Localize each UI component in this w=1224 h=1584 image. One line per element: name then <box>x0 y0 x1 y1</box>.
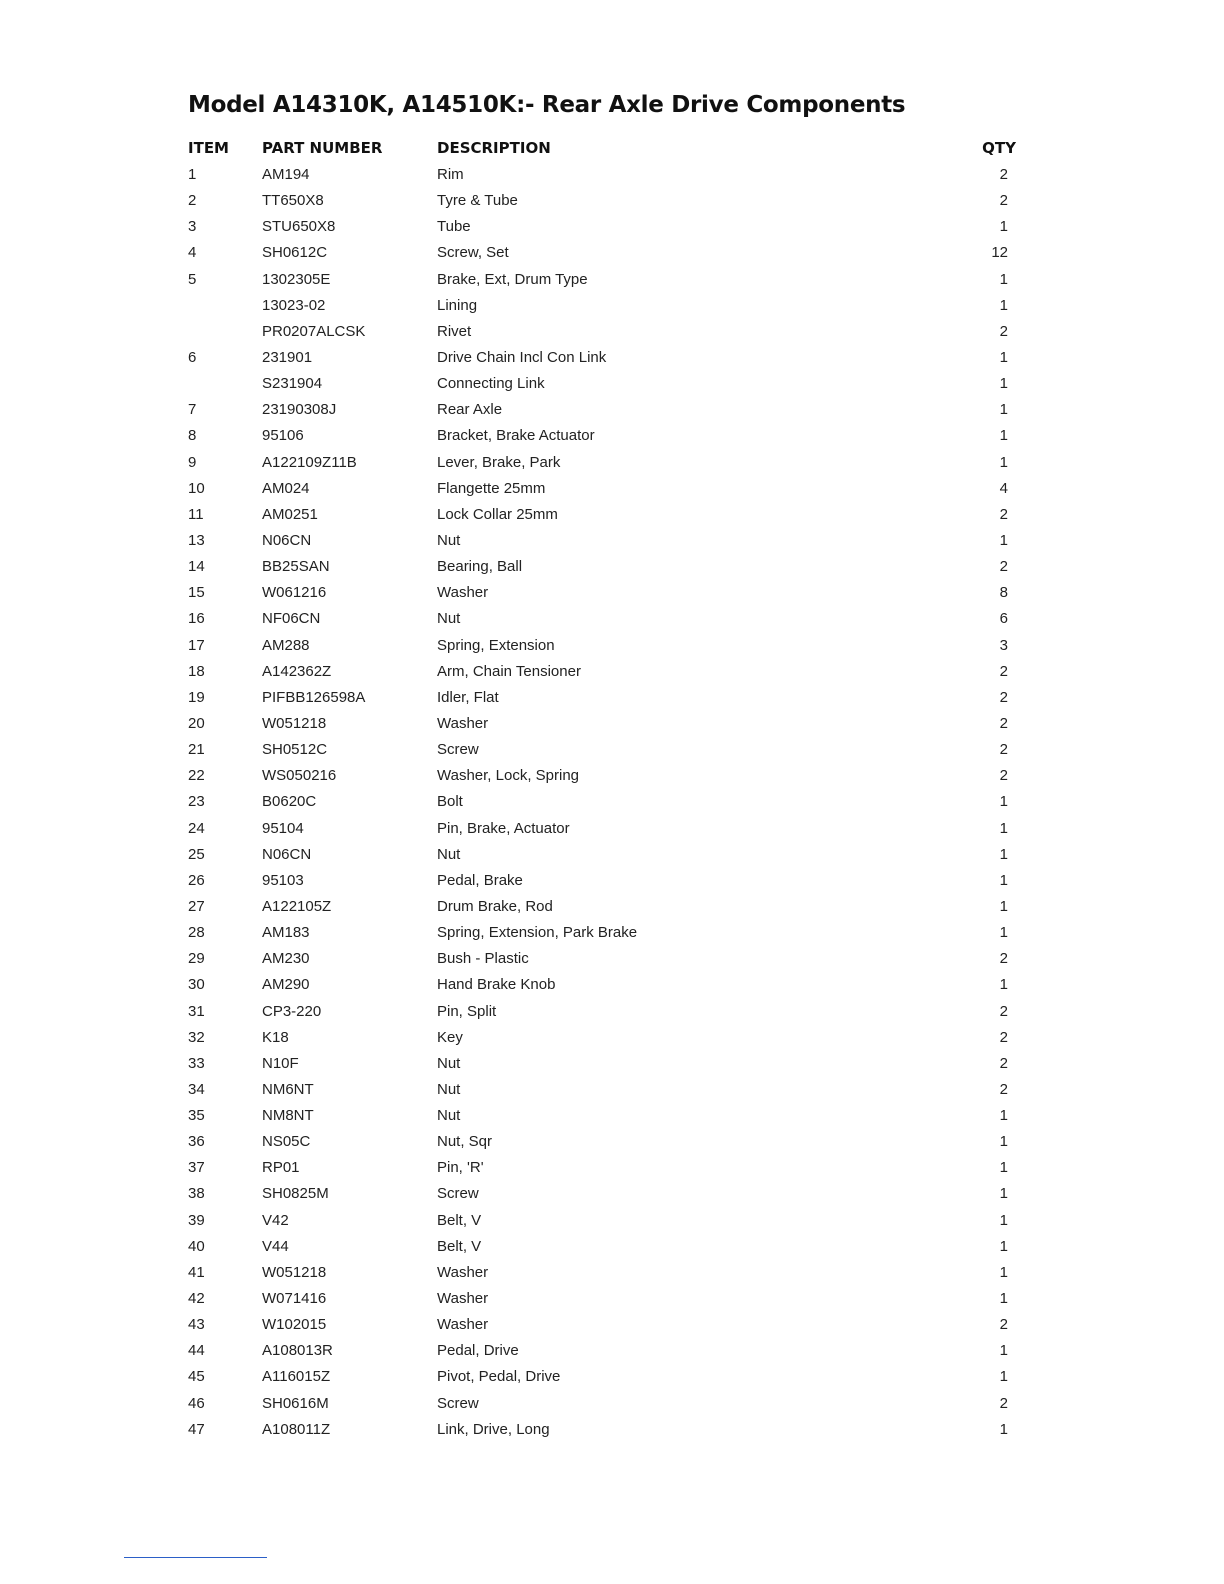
item-cell: 6 <box>188 348 197 366</box>
description-cell: Spring, Extension <box>437 636 555 654</box>
description-cell: Rear Axle <box>437 401 503 419</box>
qty-cell: 1 <box>999 348 1008 366</box>
description-cell: Bush - Plastic <box>437 950 529 968</box>
description-cell: Lock Collar 25mm <box>437 505 558 523</box>
table-row <box>0 737 1224 763</box>
part-number-cell: A108013R <box>262 1342 333 1360</box>
description-cell: Idler, Flat <box>437 688 499 706</box>
item-cell: 3 <box>188 218 197 236</box>
qty-cell: 1 <box>999 1290 1008 1308</box>
item-cell: 45 <box>188 1368 205 1386</box>
table-row <box>0 711 1224 737</box>
part-number-cell: A142362Z <box>262 662 332 680</box>
qty-cell: 2 <box>999 950 1008 968</box>
item-cell: 34 <box>188 1080 205 1098</box>
table-row <box>0 1286 1224 1312</box>
part-number-cell: BB25SAN <box>262 558 330 576</box>
part-number-cell: 95106 <box>262 427 304 445</box>
table-row <box>0 946 1224 972</box>
item-cell: 23 <box>188 793 205 811</box>
description-cell: Pin, 'R' <box>437 1159 484 1177</box>
table-row <box>0 972 1224 998</box>
qty-cell: 2 <box>999 166 1008 183</box>
description-cell: Nut <box>437 1107 461 1125</box>
item-cell: 13 <box>188 531 205 549</box>
part-number-cell: W051218 <box>262 1263 327 1281</box>
table-row <box>0 580 1224 606</box>
qty-cell: 1 <box>999 1185 1008 1203</box>
table-row <box>0 659 1224 685</box>
table-row <box>0 1260 1224 1286</box>
qty-cell: 1 <box>999 897 1008 915</box>
table-row <box>0 1234 1224 1260</box>
table-row <box>0 842 1224 868</box>
item-cell: 39 <box>188 1211 205 1229</box>
description-cell: Screw <box>437 1185 479 1203</box>
description-cell: Washer <box>437 714 489 732</box>
table-row <box>0 267 1224 293</box>
part-number-cell: 23190308J <box>262 401 337 419</box>
table-row <box>0 423 1224 449</box>
table-row <box>0 1129 1224 1155</box>
item-cell: 35 <box>188 1107 205 1125</box>
table-row <box>0 554 1224 580</box>
description-cell: Connecting Link <box>437 375 545 393</box>
qty-cell: 3 <box>999 636 1008 654</box>
description-cell: Nut <box>437 1080 461 1098</box>
table-row <box>0 1208 1224 1234</box>
qty-cell: 1 <box>999 793 1008 811</box>
parts-table <box>0 162 1224 1443</box>
description-cell: Tyre & Tube <box>437 192 518 210</box>
part-number-cell: V42 <box>262 1211 289 1229</box>
part-number-cell: CP3-220 <box>262 1002 322 1020</box>
table-row <box>0 1077 1224 1103</box>
table-row <box>0 1103 1224 1129</box>
item-cell: 5 <box>188 270 197 288</box>
header-item: ITEM <box>188 139 229 157</box>
table-row <box>0 450 1224 476</box>
qty-cell: 2 <box>999 1028 1008 1046</box>
description-cell: Pedal, Drive <box>437 1342 519 1360</box>
table-row <box>0 920 1224 946</box>
part-number-cell: PIFBB126598A <box>262 688 366 706</box>
part-number-cell: AM0251 <box>262 505 318 523</box>
part-number-cell: 1302305E <box>262 270 331 288</box>
item-cell: 19 <box>188 688 205 706</box>
qty-cell: 1 <box>999 1133 1008 1151</box>
qty-cell: 1 <box>999 871 1008 889</box>
table-row <box>0 345 1224 371</box>
item-cell: 31 <box>188 1002 205 1020</box>
description-cell: Rim <box>437 166 464 183</box>
table-row <box>0 162 1224 188</box>
part-number-cell: 231901 <box>262 348 313 366</box>
qty-cell: 2 <box>999 558 1008 576</box>
part-number-cell: W102015 <box>262 1316 327 1334</box>
item-cell: 30 <box>188 976 205 994</box>
part-number-cell: STU650X8 <box>262 218 336 236</box>
item-cell: 38 <box>188 1185 205 1203</box>
part-number-cell: W051218 <box>262 714 327 732</box>
description-cell: Drive Chain Incl Con Link <box>437 348 607 366</box>
qty-cell: 1 <box>999 1420 1008 1438</box>
qty-cell: 2 <box>999 662 1008 680</box>
item-cell: 40 <box>188 1237 205 1255</box>
item-cell: 11 <box>188 505 204 523</box>
table-row <box>0 528 1224 554</box>
qty-cell: 1 <box>999 270 1008 288</box>
description-cell: Belt, V <box>437 1211 482 1229</box>
table-row <box>0 868 1224 894</box>
description-cell: Washer <box>437 1263 489 1281</box>
header-description: DESCRIPTION <box>437 139 551 157</box>
item-cell: 37 <box>188 1159 205 1177</box>
qty-cell: 1 <box>999 1368 1008 1386</box>
qty-cell: 2 <box>999 1054 1008 1072</box>
table-row <box>0 1417 1224 1443</box>
description-cell: Lining <box>437 296 478 314</box>
table-row <box>0 763 1224 789</box>
description-cell: Drum Brake, Rod <box>437 897 553 915</box>
description-cell: Screw <box>437 1394 479 1412</box>
item-cell: 7 <box>188 401 197 419</box>
description-cell: Flangette 25mm <box>437 479 546 497</box>
table-row <box>0 685 1224 711</box>
table-row <box>0 1181 1224 1207</box>
qty-cell: 2 <box>999 1080 1008 1098</box>
part-number-cell: V44 <box>262 1237 289 1255</box>
qty-cell: 2 <box>999 322 1008 340</box>
qty-cell: 1 <box>999 427 1008 445</box>
qty-cell: 1 <box>999 819 1008 837</box>
description-cell: Tube <box>437 218 471 236</box>
qty-cell: 1 <box>999 531 1008 549</box>
part-number-cell: N06CN <box>262 531 312 549</box>
description-cell: Washer <box>437 1316 489 1334</box>
part-number-cell: AM230 <box>262 950 310 968</box>
item-cell: 16 <box>188 610 205 628</box>
part-number-cell: 13023-02 <box>262 296 326 314</box>
item-cell: 8 <box>188 427 197 445</box>
description-cell: Washer <box>437 584 489 602</box>
qty-cell: 2 <box>999 714 1008 732</box>
qty-cell: 2 <box>999 767 1008 785</box>
item-cell: 18 <box>188 662 205 680</box>
item-cell: 26 <box>188 871 205 889</box>
table-row <box>0 789 1224 815</box>
table-row <box>0 894 1224 920</box>
table-row <box>0 1391 1224 1417</box>
part-number-cell: AM290 <box>262 976 310 994</box>
header-part-number: PART NUMBER <box>262 139 383 157</box>
part-number-cell: AM183 <box>262 924 310 942</box>
qty-cell: 2 <box>999 505 1008 523</box>
part-number-cell: NF06CN <box>262 610 321 628</box>
part-number-cell: K18 <box>262 1028 289 1046</box>
qty-cell: 1 <box>999 1237 1008 1255</box>
description-cell: Belt, V <box>437 1237 482 1255</box>
description-cell: Hand Brake Knob <box>437 976 556 994</box>
item-cell: 9 <box>188 453 197 471</box>
part-number-cell: W061216 <box>262 584 327 602</box>
table-row <box>0 319 1224 345</box>
qty-cell: 1 <box>999 1263 1008 1281</box>
table-row <box>0 1338 1224 1364</box>
qty-cell: 2 <box>999 1316 1008 1334</box>
item-cell: 44 <box>188 1342 205 1360</box>
part-number-cell: S231904 <box>262 375 323 393</box>
part-number-cell: SH0612C <box>262 244 328 262</box>
item-cell: 46 <box>188 1394 205 1412</box>
table-row <box>0 1025 1224 1051</box>
item-cell: 32 <box>188 1028 205 1046</box>
qty-cell: 1 <box>999 375 1008 393</box>
description-cell: Screw <box>437 741 479 759</box>
item-cell: 36 <box>188 1133 205 1151</box>
part-number-cell: AM288 <box>262 636 310 654</box>
item-cell: 4 <box>188 244 197 262</box>
table-row <box>0 240 1224 266</box>
description-cell: Washer, Lock, Spring <box>437 767 580 785</box>
description-cell: Nut, Sqr <box>437 1133 493 1151</box>
description-cell: Pivot, Pedal, Drive <box>437 1368 561 1386</box>
description-cell: Brake, Ext, Drum Type <box>437 270 588 288</box>
header-qty: QTY <box>982 139 1016 157</box>
item-cell: 25 <box>188 845 205 863</box>
item-cell: 27 <box>188 897 205 915</box>
item-cell: 41 <box>188 1263 205 1281</box>
qty-cell: 1 <box>999 1211 1008 1229</box>
qty-cell: 1 <box>999 218 1008 236</box>
part-number-cell: B0620C <box>262 793 317 811</box>
qty-cell: 2 <box>999 688 1008 706</box>
qty-cell: 1 <box>999 401 1008 419</box>
table-row <box>0 188 1224 214</box>
description-cell: Arm, Chain Tensioner <box>437 662 581 680</box>
description-cell: Nut <box>437 845 461 863</box>
description-cell: Nut <box>437 610 461 628</box>
qty-cell: 4 <box>999 479 1008 497</box>
qty-cell: 1 <box>999 1342 1008 1360</box>
item-cell: 47 <box>188 1420 205 1438</box>
table-row <box>0 816 1224 842</box>
table-row <box>0 1155 1224 1181</box>
item-cell: 2 <box>188 192 197 210</box>
part-number-cell: A122109Z11B <box>262 453 357 471</box>
qty-cell: 2 <box>999 741 1008 759</box>
description-cell: Bolt <box>437 793 463 811</box>
qty-cell: 1 <box>999 453 1008 471</box>
qty-cell: 2 <box>999 192 1008 210</box>
part-number-cell: SH0512C <box>262 741 328 759</box>
qty-cell: 1 <box>999 976 1008 994</box>
table-row <box>0 502 1224 528</box>
qty-cell: 2 <box>999 1394 1008 1412</box>
item-cell: 20 <box>188 714 205 732</box>
qty-cell: 1 <box>999 1107 1008 1125</box>
qty-cell: 1 <box>999 845 1008 863</box>
part-number-cell: NM8NT <box>262 1107 314 1125</box>
part-number-cell: A122105Z <box>262 897 332 915</box>
table-row <box>0 397 1224 423</box>
description-cell: Link, Drive, Long <box>437 1420 550 1438</box>
description-cell: Bracket, Brake Actuator <box>437 427 595 445</box>
table-row <box>0 214 1224 240</box>
table-row <box>0 371 1224 397</box>
qty-cell: 6 <box>999 610 1008 628</box>
part-number-cell: RP01 <box>262 1159 300 1177</box>
item-cell: 1 <box>188 166 197 183</box>
description-cell: Pin, Brake, Actuator <box>437 819 570 837</box>
table-row <box>0 999 1224 1025</box>
item-cell: 33 <box>188 1054 205 1072</box>
part-number-cell: NM6NT <box>262 1080 314 1098</box>
part-number-cell: N10F <box>262 1054 299 1072</box>
table-row <box>0 606 1224 632</box>
part-number-cell: 95103 <box>262 871 304 889</box>
description-cell: Spring, Extension, Park Brake <box>437 924 638 942</box>
qty-cell: 1 <box>999 924 1008 942</box>
table-row <box>0 476 1224 502</box>
description-cell: Nut <box>437 1054 461 1072</box>
item-cell: 22 <box>188 767 205 785</box>
qty-cell: 8 <box>999 584 1008 602</box>
part-number-cell: 95104 <box>262 819 304 837</box>
description-cell: Pedal, Brake <box>437 871 523 889</box>
item-cell: 42 <box>188 1290 205 1308</box>
part-number-cell: SH0616M <box>262 1394 329 1412</box>
description-cell: Screw, Set <box>437 244 509 262</box>
item-cell: 14 <box>188 558 205 576</box>
qty-cell: 1 <box>999 1159 1008 1177</box>
part-number-cell: W071416 <box>262 1290 327 1308</box>
table-row <box>0 633 1224 659</box>
item-cell: 24 <box>188 819 205 837</box>
qty-cell: 2 <box>999 1002 1008 1020</box>
part-number-cell: A108011Z <box>262 1420 331 1438</box>
part-number-cell: TT650X8 <box>262 192 324 210</box>
description-cell: Washer <box>437 1290 489 1308</box>
part-number-cell: A116015Z <box>262 1368 331 1386</box>
description-cell: Bearing, Ball <box>437 558 523 576</box>
table-row <box>0 1312 1224 1338</box>
item-cell: 29 <box>188 950 205 968</box>
item-cell: 17 <box>188 636 205 654</box>
qty-cell: 12 <box>991 244 1008 262</box>
part-number-cell: PR0207ALCSK <box>262 322 366 340</box>
item-cell: 21 <box>188 741 205 759</box>
part-number-cell: AM024 <box>262 479 310 497</box>
table-row <box>0 293 1224 319</box>
part-number-cell: AM194 <box>262 166 310 183</box>
item-cell: 15 <box>188 584 205 602</box>
description-cell: Nut <box>437 531 461 549</box>
part-number-cell: N06CN <box>262 845 312 863</box>
description-cell: Rivet <box>437 322 472 340</box>
table-row <box>0 1364 1224 1390</box>
part-number-cell: NS05C <box>262 1133 311 1151</box>
qty-cell: 1 <box>999 296 1008 314</box>
item-cell: 28 <box>188 924 205 942</box>
description-cell: Key <box>437 1028 463 1046</box>
description-cell: Pin, Split <box>437 1002 497 1020</box>
table-row <box>0 1051 1224 1077</box>
description-cell: Lever, Brake, Park <box>437 453 561 471</box>
item-cell: 43 <box>188 1316 205 1334</box>
part-number-cell: WS050216 <box>262 767 337 785</box>
page-title: Model A14310K, A14510K:- Rear Axle Drive Components <box>188 92 906 118</box>
part-number-cell: SH0825M <box>262 1185 329 1203</box>
footer-rule <box>124 1557 267 1558</box>
item-cell: 10 <box>188 479 205 497</box>
